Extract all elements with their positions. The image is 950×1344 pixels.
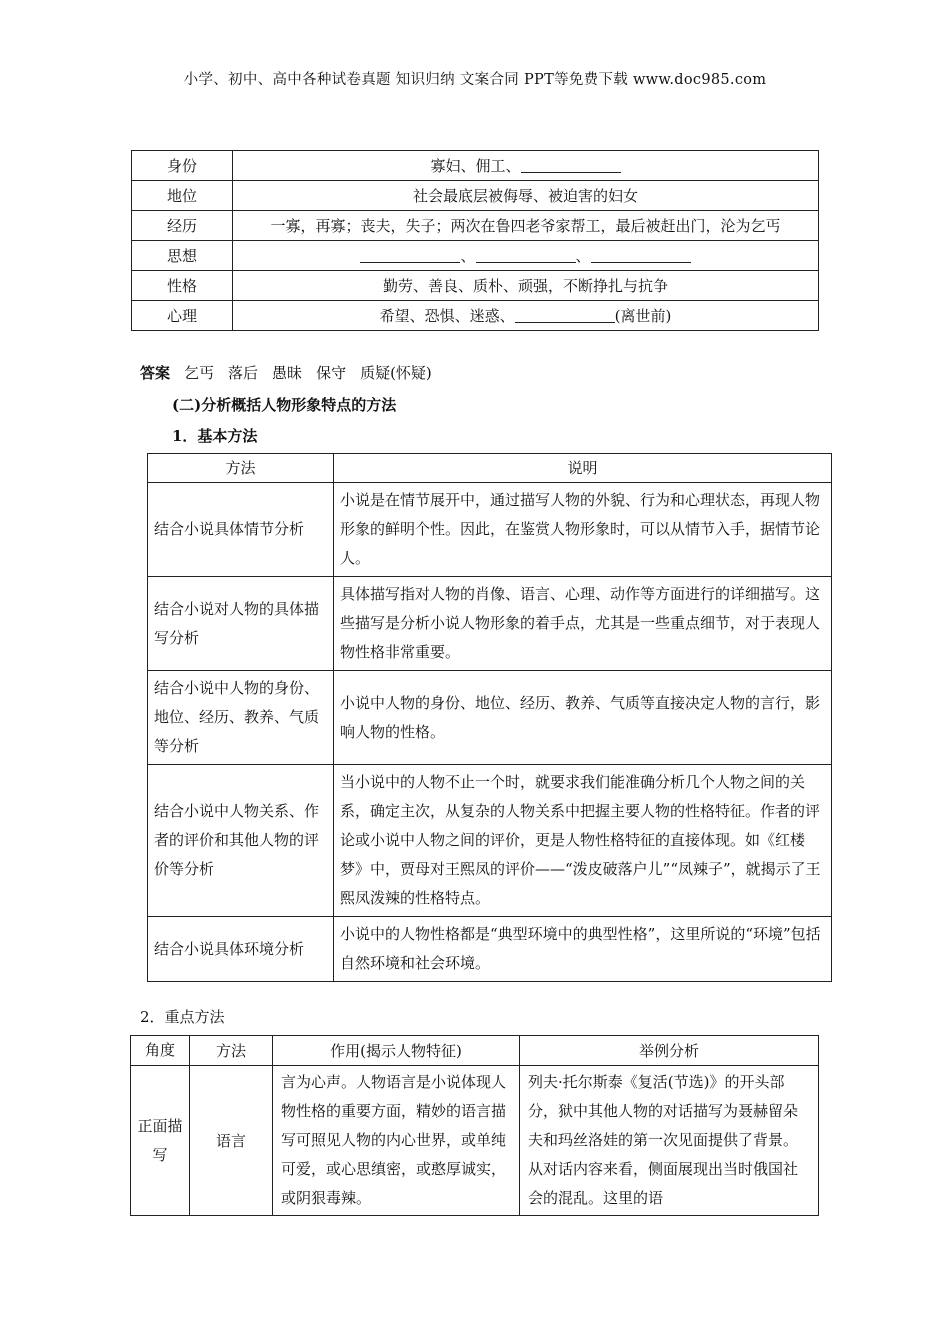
key-methods-table [130, 1035, 819, 1216]
row-value: 勤劳、善良、质朴、顽强，不断挣扎与抗争 [233, 271, 819, 301]
row-value: 、 、 [233, 241, 819, 271]
table-header-row [131, 1036, 819, 1066]
row-value: 寡妇、佣工、 [233, 151, 819, 181]
fill-blank [476, 248, 576, 263]
method-cell: 结合小说对人物的具体描写分析 [148, 577, 334, 671]
table-row [131, 1066, 819, 1216]
table-row [148, 917, 832, 982]
method-cell: 结合小说具体情节分析 [148, 483, 334, 577]
column-header: 作用(揭示人物特征) [273, 1036, 520, 1066]
answer-item: 乞丐 [184, 364, 215, 382]
fill-blank [360, 248, 460, 263]
answer-label: 答案 [140, 364, 171, 382]
answer-item: 愚昧 [272, 364, 303, 382]
profile-table [131, 150, 819, 331]
row-label: 地位 [132, 181, 233, 211]
description-cell: 小说中的人物性格都是“典型环境中的典型性格”，这里所说的“环境”包括自然环境和社会环境。 [334, 917, 832, 982]
section-title: (二)分析概括人物形象特点的方法 [172, 396, 397, 414]
column-header: 举例分析 [520, 1036, 819, 1066]
table-row [148, 483, 832, 577]
column-header: 角度 [131, 1036, 190, 1066]
table-row [148, 577, 832, 671]
answer-item: 质疑(怀疑) [360, 364, 432, 382]
column-header: 方法 [148, 454, 334, 483]
basic-methods-title: 1．基本方法 [172, 427, 258, 445]
angle-cell: 正面描写 [131, 1066, 190, 1216]
table-row [132, 211, 819, 241]
basic-methods-table [147, 453, 832, 982]
table-header-row [148, 454, 832, 483]
table-row [132, 301, 819, 331]
row-label: 思想 [132, 241, 233, 271]
key-methods-title: 2．重点方法 [140, 1008, 225, 1026]
table-row [148, 671, 832, 765]
answer-item: 保守 [316, 364, 347, 382]
column-header: 方法 [190, 1036, 273, 1066]
description-cell: 当小说中的人物不止一个时，就要求我们能准确分析几个人物之间的关系，确定主次，从复杂的人物关系中把握主要人物的性格特征。作者的评论或小说中人物之间的评价，更是人物性格特征的直接体现。如《红楼梦》中，贾母对王熙凤的评价——“泼皮破落户儿”“凤辣子”，就揭示了王熙凤泼辣的性格特点。 [334, 765, 832, 917]
table-row [132, 181, 819, 211]
row-value: 一寡，再寡；丧夫，失子；两次在鲁四老爷家帮工，最后被赶出门，沦为乞丐 [233, 211, 819, 241]
row-label: 心理 [132, 301, 233, 331]
column-header: 说明 [334, 454, 832, 483]
description-cell: 具体描写指对人物的肖像、语言、心理、动作等方面进行的详细描写。这些描写是分析小说人物形象的着手点，尤其是一些重点细节，对于表现人物性格非常重要。 [334, 577, 832, 671]
fill-blank [521, 158, 621, 173]
table-row [148, 765, 832, 917]
method-cell: 结合小说中人物的身份、地位、经历、教养、气质等分析 [148, 671, 334, 765]
answer-line [140, 362, 446, 383]
fill-blank [591, 248, 691, 263]
row-label: 性格 [132, 271, 233, 301]
effect-cell: 言为心声。人物语言是小说体现人物性格的重要方面，精妙的语言描写可照见人物的内心世界，或单纯可爱，或心思缜密，或憨厚诚实，或阴狠毒辣。 [273, 1066, 520, 1216]
description-cell: 小说是在情节展开中，通过描写人物的外貌、行为和心理状态，再现人物形象的鲜明个性。因此，在鉴赏人物形象时，可以从情节入手，据情节论人。 [334, 483, 832, 577]
method-cell: 结合小说具体环境分析 [148, 917, 334, 982]
example-cell: 列夫·托尔斯泰《复活(节选)》的开头部分，狱中其他人物的对话描写为聂赫留朵夫和玛丝洛娃的第一次见面提供了背景。从对话内容来看，侧面展现出当时俄国社会的混乱。这里的语 [520, 1066, 819, 1216]
row-label: 经历 [132, 211, 233, 241]
table-row [132, 271, 819, 301]
fill-blank [515, 308, 615, 323]
method-cell: 语言 [190, 1066, 273, 1216]
table-row [132, 241, 819, 271]
method-cell: 结合小说中人物关系、作者的评价和其他人物的评价等分析 [148, 765, 334, 917]
description-cell: 小说中人物的身份、地位、经历、教养、气质等直接决定人物的言行，影响人物的性格。 [334, 671, 832, 765]
row-value: 希望、恐惧、迷惑、 (离世前) [233, 301, 819, 331]
page-header: 小学、初中、高中各种试卷真题 知识归纳 文案合同 PPT等免费下载 www.doc985.com [183, 72, 767, 88]
row-value: 社会最底层被侮辱、被迫害的妇女 [233, 181, 819, 211]
table-row [132, 151, 819, 181]
answer-item: 落后 [228, 364, 259, 382]
row-label: 身份 [132, 151, 233, 181]
